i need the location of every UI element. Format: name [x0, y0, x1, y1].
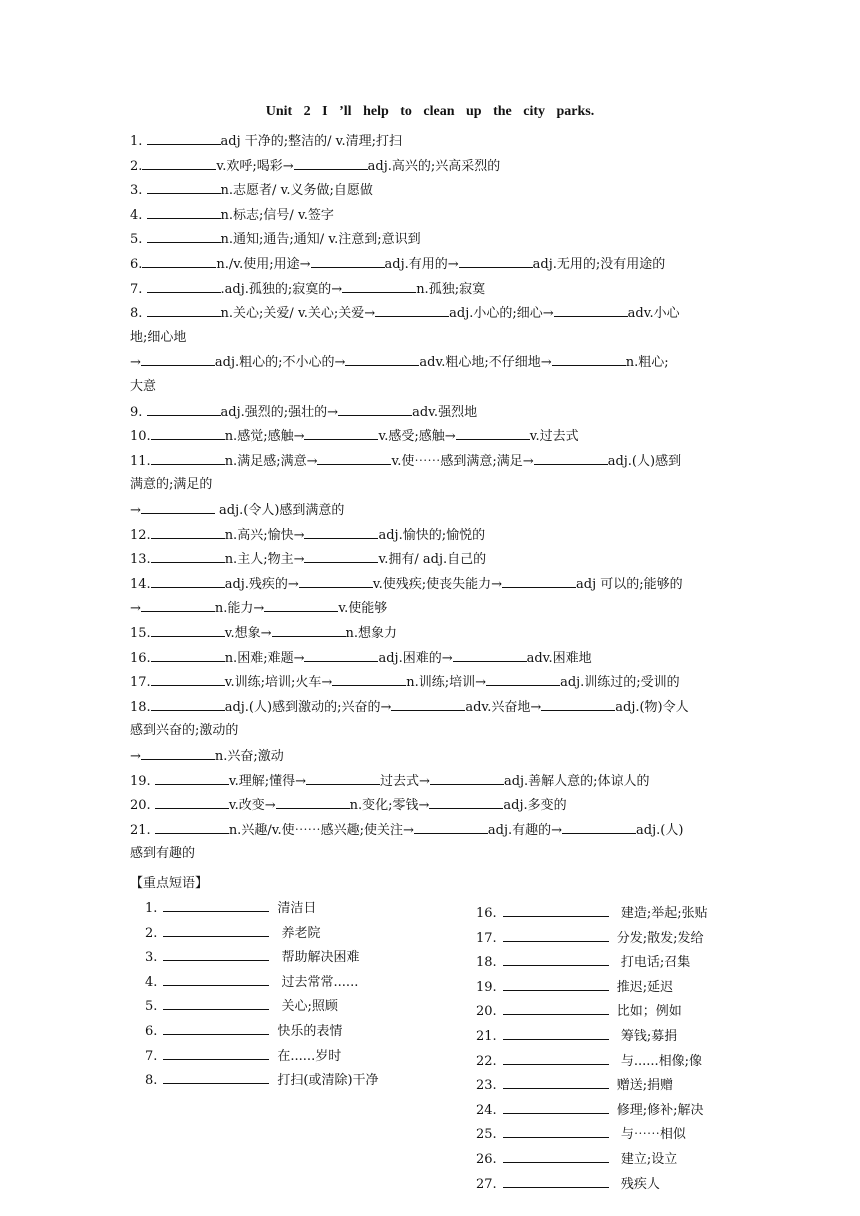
phrase-item — [145, 972, 358, 992]
answer-blank[interactable] — [147, 279, 221, 293]
vocab-text: 14. — [130, 576, 151, 592]
phrase-number: 19. — [476, 979, 497, 995]
answer-blank[interactable] — [304, 426, 378, 440]
answer-blank[interactable] — [142, 156, 216, 170]
phrase-number: 17. — [476, 930, 497, 946]
phrase-blank[interactable] — [503, 1100, 609, 1114]
vocab-text: n.训练;培训→ — [406, 675, 487, 691]
phrase-blank[interactable] — [503, 952, 609, 966]
answer-blank[interactable] — [147, 229, 221, 243]
answer-blank[interactable] — [141, 500, 215, 514]
vocab-text: adj.有趣的→ — [487, 822, 563, 838]
vocab-text: v.改变→ — [228, 798, 276, 814]
phrase-number: 24. — [476, 1102, 497, 1118]
phrase-item — [476, 928, 703, 948]
vocab-line — [130, 574, 730, 595]
answer-blank[interactable] — [430, 771, 504, 785]
phrase-meaning: 筹钱;募捐 — [616, 1029, 678, 1044]
phrase-number: 20. — [476, 1004, 497, 1020]
vocab-text: 3. — [130, 183, 147, 199]
vocab-text: 19. — [130, 773, 155, 789]
vocab-text: adj.(人)感到 — [607, 453, 682, 469]
vocab-text: v.使能够 — [338, 601, 388, 617]
phrase-item — [476, 1149, 677, 1169]
phrase-blank[interactable] — [503, 1124, 609, 1138]
phrase-meaning: 残疾人 — [616, 1176, 660, 1192]
phrase-number: 3. — [145, 950, 158, 966]
phrase-blank[interactable] — [163, 1046, 269, 1060]
phrase-meaning: 快乐的表情 — [277, 1024, 343, 1039]
answer-blank[interactable] — [151, 672, 225, 686]
vocab-text: 12. — [130, 527, 151, 543]
answer-blank[interactable] — [155, 771, 229, 785]
vocab-line — [130, 131, 730, 152]
vocab-text: n.关心;关爱/ v.关心;关爱→ — [220, 306, 376, 322]
vocab-text: n.想象力 — [345, 626, 398, 641]
phrase-blank[interactable] — [503, 977, 609, 991]
vocab-text: n.粗心; — [625, 355, 669, 371]
vocab-text: v.感受;感触→ — [378, 429, 456, 445]
vocab-line — [130, 352, 730, 373]
vocab-text: v.想象→ — [224, 626, 272, 641]
phrase-number: 25. — [476, 1127, 497, 1143]
vocab-text: adv.兴奋地→ — [465, 699, 542, 715]
answer-blank[interactable] — [304, 648, 378, 662]
vocab-text: 7. — [130, 281, 147, 297]
vocab-text: adj 可以的;能够的 — [576, 576, 683, 592]
vocab-line — [130, 820, 730, 841]
vocab-text: n.能力→ — [214, 601, 265, 617]
vocab-text: adv.强烈地 — [412, 404, 478, 420]
vocab-text: n.标志;信号/ v.签字 — [220, 207, 334, 223]
vocab-text: 满意的;满足的 — [130, 477, 213, 493]
vocab-text: 8. — [130, 306, 147, 322]
vocab-text: n.满足感;满意→ — [224, 453, 318, 469]
vocab-line — [130, 328, 730, 348]
phrase-number: 1. — [145, 901, 158, 916]
vocab-text: 感到兴奋的;激动的 — [130, 723, 239, 739]
vocab-text: v.使残疾;使丧失能力→ — [372, 576, 503, 592]
vocab-text: .adj.孤独的;寂寞的→ — [220, 281, 343, 297]
vocab-line — [130, 254, 730, 275]
phrase-meaning: 推迟;延迟 — [616, 979, 674, 995]
vocab-text: v.欢呼;喝彩→ — [216, 158, 294, 174]
vocab-text: adj.训练过的;受训的 — [560, 675, 680, 691]
phrase-item — [476, 952, 690, 972]
answer-blank[interactable] — [338, 402, 412, 416]
vocab-text: 10. — [130, 429, 151, 445]
vocab-line — [130, 525, 730, 546]
vocab-line — [130, 451, 730, 472]
vocab-line — [130, 180, 730, 201]
phrase-meaning: 建造;举起;张贴 — [616, 906, 708, 921]
vocab-text: adj.(人)感到激动的;兴奋的→ — [224, 699, 392, 715]
vocab-text: n.变化;零钱→ — [349, 798, 430, 814]
phrase-number: 16. — [476, 906, 497, 921]
phrase-blank[interactable] — [503, 928, 609, 942]
answer-blank[interactable] — [554, 303, 628, 317]
answer-blank[interactable] — [151, 697, 225, 711]
vocab-text: adj.残疾的→ — [224, 576, 299, 592]
vocab-line — [130, 303, 730, 324]
phrase-item — [476, 1001, 682, 1021]
vocab-text: 21. — [130, 822, 155, 838]
phrase-meaning: 养老院 — [277, 925, 321, 941]
phrase-number: 5. — [145, 999, 158, 1015]
answer-blank[interactable] — [151, 426, 225, 440]
answer-blank[interactable] — [456, 426, 530, 440]
vocab-text: adj.粗心的;不小心的→ — [214, 355, 346, 371]
phrase-number: 23. — [476, 1078, 497, 1094]
answer-blank[interactable] — [552, 352, 626, 366]
vocab-text: v.理解;懂得→ — [228, 773, 307, 789]
answer-blank[interactable] — [306, 771, 380, 785]
vocab-text: 15. — [130, 626, 151, 641]
vocab-text: 6. — [130, 257, 143, 272]
answer-blank[interactable] — [562, 820, 636, 834]
phrase-blank[interactable] — [503, 1174, 609, 1188]
answer-blank[interactable] — [534, 451, 608, 465]
vocab-line — [130, 500, 730, 521]
answer-blank[interactable] — [141, 598, 215, 612]
phrase-meaning: 建立;设立 — [616, 1152, 678, 1167]
vocab-text: adj.无用的;没有用途的 — [532, 257, 666, 272]
vocab-line — [130, 377, 730, 397]
phrase-meaning: 与......相像;像 — [616, 1053, 702, 1069]
phrase-meaning: 关心;照顾 — [277, 999, 338, 1015]
answer-blank[interactable] — [147, 303, 221, 317]
phrase-blank[interactable] — [503, 1026, 609, 1040]
answer-blank[interactable] — [272, 623, 346, 637]
vocab-line — [130, 771, 730, 792]
phrase-item — [145, 996, 338, 1016]
answer-blank[interactable] — [147, 131, 221, 145]
answer-blank[interactable] — [311, 254, 385, 268]
vocab-text: → — [130, 749, 141, 764]
answer-blank[interactable] — [141, 746, 215, 760]
vocab-text: 13. — [130, 552, 151, 568]
answer-blank[interactable] — [151, 623, 225, 637]
vocab-text: n.感觉;感触→ — [224, 429, 305, 445]
vocab-line — [130, 475, 730, 495]
vocab-line — [130, 623, 730, 644]
answer-blank[interactable] — [142, 254, 216, 268]
vocab-text: → — [130, 355, 141, 371]
vocab-text: adj.困难的→ — [378, 650, 453, 666]
phrase-meaning: 清洁日 — [277, 901, 317, 916]
answer-blank[interactable] — [486, 672, 560, 686]
answer-blank[interactable] — [414, 820, 488, 834]
vocab-text: n./v.使用;用途→ — [216, 257, 311, 272]
phrase-item — [476, 903, 708, 923]
vocab-text: v.过去式 — [529, 429, 579, 445]
vocab-line — [130, 402, 730, 423]
page-title: Unit 2 I ’ll help to clean up the city parks. — [265, 104, 595, 119]
phrase-number: 2. — [145, 925, 158, 941]
phrase-number: 27. — [476, 1176, 497, 1192]
phrase-number: 4. — [145, 974, 158, 990]
answer-blank[interactable] — [151, 525, 225, 539]
vocab-text: 5. — [130, 232, 147, 248]
phrase-number: 6. — [145, 1024, 158, 1039]
vocab-text: adv.小心 — [627, 306, 680, 322]
vocab-text: adj.(人) — [636, 822, 684, 838]
vocab-text: n.兴趣/v.使⋯⋯感兴趣;使关注→ — [228, 822, 414, 838]
answer-blank[interactable] — [151, 648, 225, 662]
vocab-line — [130, 279, 730, 300]
phrase-blank[interactable] — [503, 903, 609, 917]
vocab-text: v.拥有/ adj.自己的 — [378, 552, 487, 568]
answer-blank[interactable] — [391, 697, 465, 711]
phrase-number: 7. — [145, 1048, 158, 1064]
vocab-line — [130, 844, 730, 864]
answer-blank[interactable] — [317, 451, 391, 465]
answer-blank[interactable] — [264, 598, 338, 612]
vocab-line — [130, 672, 730, 693]
vocab-text: 地;细心地 — [130, 329, 187, 345]
vocab-text: 感到有趣的 — [130, 846, 196, 862]
answer-blank[interactable] — [304, 549, 378, 563]
answer-blank[interactable] — [429, 795, 503, 809]
phrase-meaning: 比如；例如 — [616, 1004, 682, 1020]
vocab-line — [130, 598, 730, 619]
vocab-line — [130, 229, 730, 250]
phrase-blank[interactable] — [503, 1075, 609, 1089]
answer-blank[interactable] — [453, 648, 527, 662]
vocab-line — [130, 746, 730, 767]
phrase-meaning: 分发;散发;发给 — [616, 930, 704, 946]
answer-blank[interactable] — [299, 574, 373, 588]
phrase-item — [145, 1046, 341, 1066]
phrase-item — [476, 977, 673, 997]
vocab-text: adj.有用的→ — [384, 257, 459, 272]
vocab-text: → — [130, 601, 141, 617]
vocab-text: adj.(物)令人 — [615, 699, 689, 715]
vocab-text: adj.善解人意的;体谅人的 — [503, 773, 650, 789]
phrase-number: 18. — [476, 955, 497, 971]
vocab-text: n.孤独;寂寞 — [416, 281, 486, 297]
vocab-line — [130, 697, 730, 718]
phrase-number: 21. — [476, 1029, 497, 1044]
answer-blank[interactable] — [304, 525, 378, 539]
phrases-heading: 【重点短语】 — [130, 876, 209, 891]
answer-blank[interactable] — [502, 574, 576, 588]
phrase-meaning: 过去常常...... — [277, 974, 359, 990]
vocab-text: v.训练;培训;火车→ — [224, 675, 333, 691]
vocab-text: adj.愉快的;愉悦的 — [378, 527, 486, 543]
phrase-item — [476, 1051, 702, 1071]
vocab-text: v.使⋯⋯感到满意;满足→ — [391, 453, 534, 469]
answer-blank[interactable] — [141, 352, 215, 366]
vocab-text: 17. — [130, 675, 151, 691]
vocab-text: n.志愿者/ v.义务做;自愿做 — [220, 183, 373, 199]
phrase-meaning: 与⋯⋯相似 — [616, 1127, 686, 1143]
vocab-line — [130, 205, 730, 226]
vocab-text: adv.粗心地;不仔细地→ — [419, 355, 552, 371]
phrase-blank[interactable] — [163, 1070, 269, 1084]
vocab-text: 9. — [130, 404, 147, 420]
vocab-text: n.通知;通告;通知/ v.注意到;意识到 — [220, 232, 421, 248]
phrase-item — [476, 1174, 660, 1194]
answer-blank[interactable] — [147, 205, 221, 219]
vocab-text: adj.(令人)感到满意的 — [214, 503, 345, 518]
vocab-text: 2. — [130, 158, 143, 174]
vocab-text: n.高兴;愉快→ — [224, 527, 305, 543]
vocab-line — [130, 795, 730, 816]
phrase-item — [145, 923, 321, 943]
phrase-item — [145, 898, 316, 918]
phrase-blank[interactable] — [503, 1149, 609, 1163]
phrase-blank[interactable] — [503, 1051, 609, 1065]
answer-blank[interactable] — [147, 180, 221, 194]
phrase-number: 8. — [145, 1073, 158, 1089]
answer-blank[interactable] — [459, 254, 533, 268]
answer-blank[interactable] — [345, 352, 419, 366]
phrase-blank[interactable] — [163, 972, 269, 986]
phrase-item — [476, 1075, 673, 1095]
vocab-text: 大意 — [130, 379, 157, 394]
phrase-item — [476, 1124, 686, 1144]
vocab-text: n.主人;物主→ — [224, 552, 305, 568]
vocab-text: 4. — [130, 207, 147, 223]
vocab-text: n.困难;难题→ — [224, 650, 305, 666]
vocab-text: adj.小心的;细心→ — [449, 306, 554, 322]
phrase-item — [476, 1026, 677, 1046]
answer-blank[interactable] — [151, 549, 225, 563]
phrase-number: 26. — [476, 1152, 497, 1167]
answer-blank[interactable] — [155, 820, 229, 834]
phrase-item — [145, 1070, 379, 1090]
phrase-item — [476, 1100, 703, 1120]
vocab-text: adj.高兴的;兴高采烈的 — [367, 158, 501, 174]
vocab-text: adj.多变的 — [503, 798, 567, 814]
answer-blank[interactable] — [342, 279, 416, 293]
vocab-text: → — [130, 503, 141, 518]
vocab-line — [130, 721, 730, 741]
phrase-meaning: 在......岁时 — [277, 1048, 342, 1064]
answer-blank[interactable] — [151, 574, 225, 588]
phrase-blank[interactable] — [163, 923, 269, 937]
answer-blank[interactable] — [155, 795, 229, 809]
phrase-meaning: 打电话;召集 — [616, 955, 691, 971]
answer-blank[interactable] — [294, 156, 368, 170]
phrase-item — [145, 1021, 342, 1041]
vocab-text: adj 干净的;整洁的/ v.清理;打扫 — [220, 134, 402, 149]
vocab-line — [130, 648, 730, 669]
phrase-blank[interactable] — [163, 1021, 269, 1035]
vocab-text: n.兴奋;激动 — [214, 749, 284, 764]
phrase-number: 22. — [476, 1053, 497, 1069]
vocab-text: 11. — [130, 453, 151, 469]
phrase-item — [145, 947, 360, 967]
answer-blank[interactable] — [375, 303, 449, 317]
vocab-text: adv.困难地 — [526, 650, 592, 666]
vocab-line — [130, 426, 730, 447]
phrase-meaning: 帮助解决困难 — [277, 950, 360, 966]
answer-blank[interactable] — [276, 795, 350, 809]
phrase-blank[interactable] — [163, 947, 269, 961]
vocab-text: adj.强烈的;强壮的→ — [220, 404, 339, 420]
vocab-text: 18. — [130, 699, 151, 715]
vocab-text: 过去式→ — [380, 773, 430, 789]
answer-blank[interactable] — [147, 402, 221, 416]
phrase-blank[interactable] — [163, 996, 269, 1010]
answer-blank[interactable] — [151, 451, 225, 465]
phrase-blank[interactable] — [163, 898, 269, 912]
vocab-line — [130, 549, 730, 570]
phrase-meaning: 赠送;捐赠 — [616, 1078, 674, 1094]
vocab-text: 1. — [130, 134, 147, 149]
vocab-line — [130, 156, 730, 177]
phrase-meaning: 修理;修补;解决 — [616, 1102, 704, 1118]
vocab-text: 20. — [130, 798, 155, 814]
phrase-blank[interactable] — [503, 1001, 609, 1015]
answer-blank[interactable] — [332, 672, 406, 686]
answer-blank[interactable] — [541, 697, 615, 711]
vocab-text: 16. — [130, 650, 151, 666]
phrase-meaning: 打扫(或清除)干净 — [277, 1073, 379, 1089]
